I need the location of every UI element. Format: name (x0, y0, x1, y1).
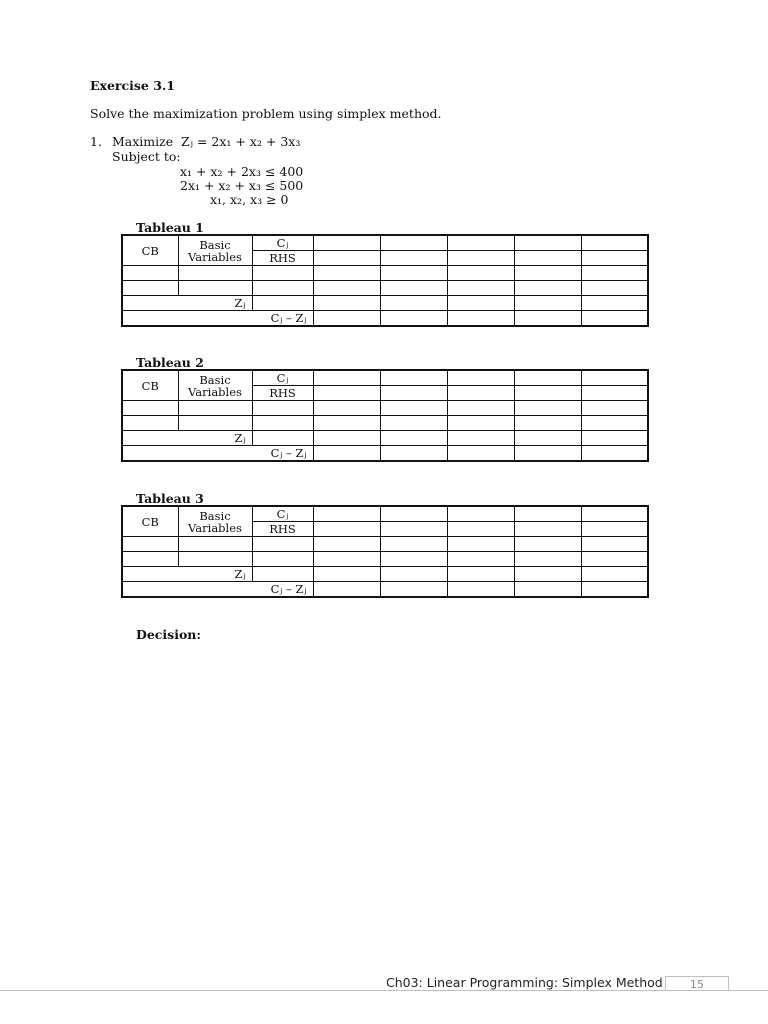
cell[interactable] (380, 370, 447, 386)
cell[interactable] (581, 370, 648, 386)
cell[interactable] (581, 537, 648, 552)
cell[interactable] (581, 506, 648, 522)
cell[interactable] (447, 537, 514, 552)
zj-label: Zⱼ (122, 567, 252, 582)
cell[interactable] (447, 567, 514, 582)
cell[interactable] (581, 446, 648, 462)
cell[interactable] (178, 266, 252, 281)
cell[interactable] (380, 311, 447, 327)
cell[interactable] (581, 251, 648, 266)
cell[interactable] (447, 266, 514, 281)
cell[interactable] (514, 386, 581, 401)
tableau-label: Tableau 1 (136, 220, 204, 235)
cell[interactable] (313, 446, 380, 462)
cell[interactable] (380, 446, 447, 462)
exercise-title: Exercise 3.1 (90, 78, 175, 93)
cell[interactable] (514, 416, 581, 431)
cell[interactable] (447, 251, 514, 266)
cell[interactable] (447, 582, 514, 598)
rhs-header: RHS (252, 251, 313, 266)
cell[interactable] (313, 567, 380, 582)
problem-number: 1. (90, 134, 102, 149)
cell[interactable] (252, 537, 313, 552)
cell[interactable] (380, 401, 447, 416)
cell[interactable] (514, 431, 581, 446)
rhs-header: RHS (252, 386, 313, 401)
cell[interactable] (313, 386, 380, 401)
cell[interactable] (514, 506, 581, 522)
cb-header: CB (122, 235, 178, 266)
cell[interactable] (178, 537, 252, 552)
cell[interactable] (447, 370, 514, 386)
cell[interactable] (514, 582, 581, 598)
cell[interactable] (313, 431, 380, 446)
cb-header: CB (122, 370, 178, 401)
simplex-tableau-table (121, 234, 649, 327)
cell[interactable] (514, 281, 581, 296)
cell[interactable] (252, 567, 313, 582)
cell[interactable] (380, 431, 447, 446)
cell[interactable] (313, 251, 380, 266)
cell[interactable] (313, 537, 380, 552)
cell[interactable] (447, 281, 514, 296)
constraint-2: 2x₁ + x₂ + x₃ ≤ 500 (180, 178, 304, 193)
cell[interactable] (313, 235, 380, 251)
cell[interactable] (447, 311, 514, 327)
cj-header: Cⱼ (252, 506, 313, 522)
cj-header: Cⱼ (252, 235, 313, 251)
cell[interactable] (178, 401, 252, 416)
constraint-nonneg: x₁, x₂, x₃ ≥ 0 (210, 192, 289, 207)
cell[interactable] (514, 567, 581, 582)
cell[interactable] (581, 235, 648, 251)
cell[interactable] (178, 552, 252, 567)
cell[interactable] (514, 537, 581, 552)
cell[interactable] (252, 281, 313, 296)
cell[interactable] (514, 251, 581, 266)
basic-variables-header: Basic Variables (178, 370, 252, 401)
cell[interactable] (581, 582, 648, 598)
cell[interactable] (380, 296, 447, 311)
cell[interactable] (514, 401, 581, 416)
cell[interactable] (380, 567, 447, 582)
cell[interactable] (514, 522, 581, 537)
cell[interactable] (447, 446, 514, 462)
cell[interactable] (252, 296, 313, 311)
cell[interactable] (447, 506, 514, 522)
cj-minus-zj-label: Cⱼ – Zⱼ (122, 446, 313, 462)
cell[interactable] (313, 582, 380, 598)
cell[interactable] (380, 552, 447, 567)
cell[interactable] (313, 370, 380, 386)
simplex-tableau-table (121, 369, 649, 462)
basic-variables-header: Basic Variables (178, 235, 252, 266)
zj-label: Zⱼ (122, 296, 252, 311)
cell[interactable] (122, 266, 178, 281)
cell[interactable] (581, 281, 648, 296)
cell[interactable] (178, 416, 252, 431)
cell[interactable] (252, 266, 313, 281)
rhs-header: RHS (252, 522, 313, 537)
cell[interactable] (447, 552, 514, 567)
tableau-label: Tableau 2 (136, 355, 204, 370)
objective-function: Zⱼ = 2x₁ + x₂ + 3x₃ (181, 134, 301, 149)
cell[interactable] (313, 552, 380, 567)
cell[interactable] (122, 552, 178, 567)
cell[interactable] (313, 296, 380, 311)
cell[interactable] (581, 266, 648, 281)
simplex-tableau-table (121, 505, 649, 598)
cell[interactable] (380, 416, 447, 431)
cell[interactable] (380, 506, 447, 522)
page-number: 15 (665, 976, 729, 991)
subject-to-label: Subject to: (112, 149, 181, 164)
cell[interactable] (252, 431, 313, 446)
cell[interactable] (514, 370, 581, 386)
cell[interactable] (514, 311, 581, 327)
cell[interactable] (313, 266, 380, 281)
cell[interactable] (313, 311, 380, 327)
cj-header: Cⱼ (252, 370, 313, 386)
tableau-label: Tableau 3 (136, 491, 204, 506)
cell[interactable] (380, 537, 447, 552)
cell[interactable] (447, 522, 514, 537)
cell[interactable] (514, 235, 581, 251)
cell[interactable] (122, 401, 178, 416)
cell[interactable] (380, 386, 447, 401)
cj-minus-zj-label: Cⱼ – Zⱼ (122, 582, 313, 598)
cell[interactable] (252, 416, 313, 431)
cell[interactable] (252, 552, 313, 567)
cb-header: CB (122, 506, 178, 537)
cell[interactable] (313, 281, 380, 296)
zj-label: Zⱼ (122, 431, 252, 446)
footer-chapter-title: Ch03: Linear Programming: Simplex Method (386, 975, 663, 990)
constraint-1: x₁ + x₂ + 2x₃ ≤ 400 (180, 164, 304, 179)
cell[interactable] (514, 266, 581, 281)
cell[interactable] (178, 281, 252, 296)
footer-divider (0, 990, 768, 991)
cell[interactable] (313, 416, 380, 431)
cell[interactable] (122, 416, 178, 431)
cell[interactable] (122, 537, 178, 552)
cell[interactable] (514, 296, 581, 311)
cell[interactable] (380, 582, 447, 598)
maximize-label: Maximize (112, 134, 174, 149)
cj-minus-zj-label: Cⱼ – Zⱼ (122, 311, 313, 327)
cell[interactable] (581, 552, 648, 567)
cell[interactable] (581, 386, 648, 401)
cell[interactable] (581, 416, 648, 431)
decision-label: Decision: (136, 627, 201, 642)
cell[interactable] (122, 281, 178, 296)
cell[interactable] (313, 506, 380, 522)
cell[interactable] (447, 296, 514, 311)
cell[interactable] (313, 401, 380, 416)
cell[interactable] (447, 386, 514, 401)
cell[interactable] (313, 522, 380, 537)
cell[interactable] (447, 401, 514, 416)
cell[interactable] (581, 296, 648, 311)
instruction-text: Solve the maximization problem using simplex method. (90, 106, 442, 121)
cell[interactable] (581, 401, 648, 416)
cell[interactable] (447, 416, 514, 431)
cell[interactable] (447, 431, 514, 446)
cell[interactable] (252, 401, 313, 416)
cell[interactable] (581, 431, 648, 446)
basic-variables-header: Basic Variables (178, 506, 252, 537)
cell[interactable] (380, 266, 447, 281)
cell[interactable] (581, 522, 648, 537)
cell[interactable] (514, 446, 581, 462)
cell[interactable] (380, 281, 447, 296)
cell[interactable] (581, 567, 648, 582)
cell[interactable] (380, 251, 447, 266)
cell[interactable] (380, 235, 447, 251)
cell[interactable] (380, 522, 447, 537)
cell[interactable] (581, 311, 648, 327)
cell[interactable] (514, 552, 581, 567)
cell[interactable] (447, 235, 514, 251)
